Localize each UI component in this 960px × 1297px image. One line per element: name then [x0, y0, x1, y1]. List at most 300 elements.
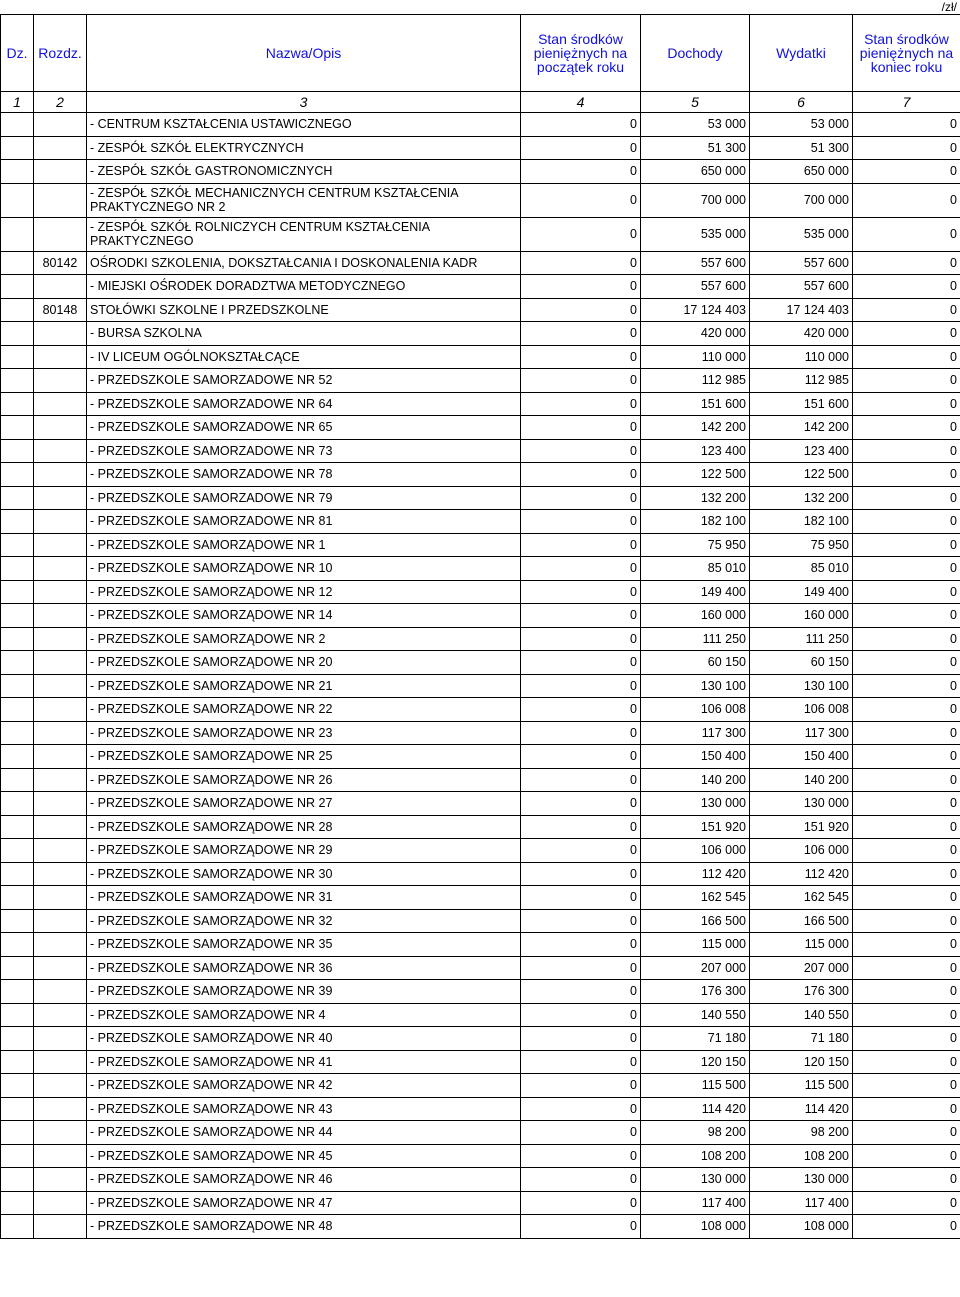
expenses-cell: 112 420 [750, 862, 853, 886]
expenses-cell: 140 200 [750, 768, 853, 792]
rozdz-cell [34, 956, 87, 980]
name-cell: - IV LICEUM OGÓLNOKSZTAŁCĄCE [87, 345, 521, 369]
start-balance-cell: 0 [521, 486, 641, 510]
table-row [1, 1027, 960, 1051]
name-cell: OŚRODKI SZKOLENIA, DOKSZTAŁCANIA I DOSKONALENIA KADR [87, 251, 521, 275]
rozdz-cell [34, 1027, 87, 1051]
start-balance-cell: 0 [521, 275, 641, 299]
rozdz-cell: 80148 [34, 298, 87, 322]
income-cell: 17 124 403 [641, 298, 750, 322]
column-number: 2 [34, 92, 87, 113]
end-balance-cell: 0 [853, 439, 960, 463]
income-cell: 112 985 [641, 369, 750, 393]
dz-cell [1, 1121, 34, 1145]
name-cell: - PRZEDSZKOLE SAMORZĄDOWE NR 26 [87, 768, 521, 792]
end-balance-cell: 0 [853, 322, 960, 346]
table-row [1, 792, 960, 816]
column-number-row [1, 92, 960, 113]
name-cell: - PRZEDSZKOLE SAMORZĄDOWE NR 40 [87, 1027, 521, 1051]
end-balance-cell: 0 [853, 510, 960, 534]
name-cell: - PRZEDSZKOLE SAMORZĄDOWE NR 30 [87, 862, 521, 886]
name-cell: - PRZEDSZKOLE SAMORZĄDOWE NR 35 [87, 933, 521, 957]
table-row [1, 698, 960, 722]
dz-cell [1, 698, 34, 722]
start-balance-cell: 0 [521, 580, 641, 604]
expenses-cell: 117 300 [750, 721, 853, 745]
rozdz-cell [34, 1144, 87, 1168]
rozdz-cell [34, 862, 87, 886]
dz-cell [1, 345, 34, 369]
income-cell: 207 000 [641, 956, 750, 980]
end-balance-cell: 0 [853, 533, 960, 557]
income-cell: 650 000 [641, 160, 750, 184]
start-balance-cell: 0 [521, 674, 641, 698]
dz-cell [1, 416, 34, 440]
name-cell: - PRZEDSZKOLE SAMORZĄDOWE NR 41 [87, 1050, 521, 1074]
column-number: 6 [750, 92, 853, 113]
name-cell: - BURSA SZKOLNA [87, 322, 521, 346]
table-row [1, 1168, 960, 1192]
income-cell: 130 100 [641, 674, 750, 698]
expenses-cell: 71 180 [750, 1027, 853, 1051]
income-cell: 75 950 [641, 533, 750, 557]
income-cell: 60 150 [641, 651, 750, 675]
rozdz-cell [34, 160, 87, 184]
table-row [1, 980, 960, 1004]
name-cell: - PRZEDSZKOLE SAMORZĄDOWE NR 47 [87, 1191, 521, 1215]
start-balance-cell: 0 [521, 721, 641, 745]
expenses-cell: 151 600 [750, 392, 853, 416]
end-balance-cell: 0 [853, 580, 960, 604]
name-cell: - ZESPÓŁ SZKÓŁ GASTRONOMICZNYCH [87, 160, 521, 184]
table-row [1, 217, 960, 251]
end-balance-cell: 0 [853, 933, 960, 957]
end-balance-cell: 0 [853, 721, 960, 745]
start-balance-cell: 0 [521, 416, 641, 440]
start-balance-cell: 0 [521, 933, 641, 957]
income-cell: 114 420 [641, 1097, 750, 1121]
name-cell: - PRZEDSZKOLE SAMORZĄDOWE NR 45 [87, 1144, 521, 1168]
dz-cell [1, 862, 34, 886]
expenses-cell: 123 400 [750, 439, 853, 463]
dz-cell [1, 113, 34, 137]
table-body [1, 113, 960, 1239]
rozdz-cell [34, 1074, 87, 1098]
table-row [1, 1074, 960, 1098]
table-row [1, 1121, 960, 1145]
name-cell: - ZESPÓŁ SZKÓŁ ELEKTRYCZNYCH [87, 136, 521, 160]
name-cell: - PRZEDSZKOLE SAMORZADOWE NR 73 [87, 439, 521, 463]
table-row [1, 275, 960, 299]
table-row [1, 1097, 960, 1121]
rozdz-cell [34, 113, 87, 137]
start-balance-cell: 0 [521, 980, 641, 1004]
expenses-cell: 120 150 [750, 1050, 853, 1074]
rozdz-cell [34, 792, 87, 816]
end-balance-cell: 0 [853, 298, 960, 322]
rozdz-cell [34, 745, 87, 769]
rozdz-cell [34, 136, 87, 160]
end-balance-cell: 0 [853, 909, 960, 933]
end-balance-cell: 0 [853, 251, 960, 275]
income-cell: 132 200 [641, 486, 750, 510]
name-cell: - PRZEDSZKOLE SAMORZĄDOWE NR 43 [87, 1097, 521, 1121]
table-row [1, 251, 960, 275]
table-row [1, 557, 960, 581]
rozdz-cell [34, 698, 87, 722]
start-balance-cell: 0 [521, 1215, 641, 1239]
expenses-cell: 51 300 [750, 136, 853, 160]
dz-cell [1, 815, 34, 839]
table-row [1, 627, 960, 651]
rozdz-cell [34, 1191, 87, 1215]
rozdz-cell [34, 1003, 87, 1027]
end-balance-cell: 0 [853, 1027, 960, 1051]
start-balance-cell: 0 [521, 217, 641, 251]
column-number: 7 [853, 92, 960, 113]
expenses-cell: 60 150 [750, 651, 853, 675]
rozdz-cell [34, 392, 87, 416]
income-cell: 106 008 [641, 698, 750, 722]
end-balance-cell: 0 [853, 1168, 960, 1192]
dz-cell [1, 275, 34, 299]
income-cell: 120 150 [641, 1050, 750, 1074]
name-cell: - ZESPÓŁ SZKÓŁ ROLNICZYCH CENTRUM KSZTAŁCENIA PRAKTYCZNEGO [87, 217, 521, 251]
table-row [1, 510, 960, 534]
rozdz-cell [34, 933, 87, 957]
name-cell: - PRZEDSZKOLE SAMORZĄDOWE NR 10 [87, 557, 521, 581]
dz-cell [1, 792, 34, 816]
table-row [1, 298, 960, 322]
start-balance-cell: 0 [521, 1003, 641, 1027]
unit-label: /zł/ [941, 0, 957, 14]
end-balance-cell: 0 [853, 886, 960, 910]
table-row [1, 886, 960, 910]
start-balance-cell: 0 [521, 1191, 641, 1215]
income-cell: 151 600 [641, 392, 750, 416]
table-row [1, 1050, 960, 1074]
dz-cell [1, 217, 34, 251]
start-balance-cell: 0 [521, 909, 641, 933]
expenses-cell: 130 000 [750, 1168, 853, 1192]
start-balance-cell: 0 [521, 557, 641, 581]
start-balance-cell: 0 [521, 1027, 641, 1051]
rozdz-cell [34, 557, 87, 581]
name-cell: - PRZEDSZKOLE SAMORZĄDOWE NR 36 [87, 956, 521, 980]
expenses-cell: 207 000 [750, 956, 853, 980]
start-balance-cell: 0 [521, 510, 641, 534]
end-balance-cell: 0 [853, 627, 960, 651]
income-cell: 112 420 [641, 862, 750, 886]
start-balance-cell: 0 [521, 345, 641, 369]
start-balance-cell: 0 [521, 956, 641, 980]
name-cell: - PRZEDSZKOLE SAMORZĄDOWE NR 4 [87, 1003, 521, 1027]
name-cell: - PRZEDSZKOLE SAMORZĄDOWE NR 12 [87, 580, 521, 604]
expenses-cell: 17 124 403 [750, 298, 853, 322]
name-cell: - PRZEDSZKOLE SAMORZĄDOWE NR 21 [87, 674, 521, 698]
dz-cell [1, 956, 34, 980]
end-balance-cell: 0 [853, 1097, 960, 1121]
rozdz-cell [34, 604, 87, 628]
income-cell: 111 250 [641, 627, 750, 651]
end-balance-cell: 0 [853, 1074, 960, 1098]
income-cell: 106 000 [641, 839, 750, 863]
income-cell: 535 000 [641, 217, 750, 251]
name-cell: - PRZEDSZKOLE SAMORZADOWE NR 52 [87, 369, 521, 393]
end-balance-cell: 0 [853, 160, 960, 184]
dz-cell [1, 1050, 34, 1074]
income-cell: 140 550 [641, 1003, 750, 1027]
income-cell: 182 100 [641, 510, 750, 534]
start-balance-cell: 0 [521, 604, 641, 628]
rozdz-cell [34, 580, 87, 604]
rozdz-cell [34, 486, 87, 510]
start-balance-cell: 0 [521, 651, 641, 675]
start-balance-cell: 0 [521, 886, 641, 910]
expenses-cell: 166 500 [750, 909, 853, 933]
expenses-cell: 420 000 [750, 322, 853, 346]
table-row [1, 322, 960, 346]
income-cell: 98 200 [641, 1121, 750, 1145]
end-balance-cell: 0 [853, 1050, 960, 1074]
start-balance-cell: 0 [521, 439, 641, 463]
name-cell: - PRZEDSZKOLE SAMORZĄDOWE NR 48 [87, 1215, 521, 1239]
name-cell: - PRZEDSZKOLE SAMORZĄDOWE NR 28 [87, 815, 521, 839]
income-cell: 162 545 [641, 886, 750, 910]
table-row [1, 113, 960, 137]
rozdz-cell [34, 463, 87, 487]
end-balance-cell: 0 [853, 217, 960, 251]
rozdz-cell: 80142 [34, 251, 87, 275]
dz-cell [1, 627, 34, 651]
start-balance-cell: 0 [521, 463, 641, 487]
table-row [1, 815, 960, 839]
start-balance-cell: 0 [521, 815, 641, 839]
end-balance-cell: 0 [853, 980, 960, 1004]
rozdz-cell [34, 1050, 87, 1074]
start-balance-cell: 0 [521, 698, 641, 722]
rozdz-cell [34, 275, 87, 299]
start-balance-cell: 0 [521, 183, 641, 217]
name-cell: - ZESPÓŁ SZKÓŁ MECHANICZNYCH CENTRUM KSZTAŁCENIA PRAKTYCZNEGO NR 2 [87, 183, 521, 217]
dz-cell [1, 486, 34, 510]
rozdz-cell [34, 1168, 87, 1192]
dz-cell [1, 839, 34, 863]
start-balance-cell: 0 [521, 322, 641, 346]
end-balance-cell: 0 [853, 815, 960, 839]
dz-cell [1, 463, 34, 487]
name-cell: - PRZEDSZKOLE SAMORZĄDOWE NR 20 [87, 651, 521, 675]
dz-cell [1, 557, 34, 581]
header-row [1, 15, 960, 92]
income-cell: 142 200 [641, 416, 750, 440]
expenses-cell: 557 600 [750, 251, 853, 275]
table-row [1, 909, 960, 933]
dz-cell [1, 136, 34, 160]
table-row [1, 651, 960, 675]
start-balance-cell: 0 [521, 862, 641, 886]
table-row [1, 956, 960, 980]
rozdz-cell [34, 886, 87, 910]
expenses-cell: 111 250 [750, 627, 853, 651]
name-cell: - PRZEDSZKOLE SAMORZĄDOWE NR 39 [87, 980, 521, 1004]
dz-cell [1, 533, 34, 557]
rozdz-cell [34, 721, 87, 745]
dz-cell [1, 1074, 34, 1098]
expenses-cell: 112 985 [750, 369, 853, 393]
table-row [1, 1003, 960, 1027]
name-cell: - PRZEDSZKOLE SAMORZĄDOWE NR 31 [87, 886, 521, 910]
end-balance-cell: 0 [853, 486, 960, 510]
end-balance-cell: 0 [853, 604, 960, 628]
income-cell: 85 010 [641, 557, 750, 581]
dz-cell [1, 1215, 34, 1239]
dz-cell [1, 886, 34, 910]
income-cell: 51 300 [641, 136, 750, 160]
rozdz-cell [34, 1215, 87, 1239]
dz-cell [1, 980, 34, 1004]
header-name: Nazwa/Opis [87, 15, 521, 92]
table-row [1, 745, 960, 769]
end-balance-cell: 0 [853, 113, 960, 137]
expenses-cell: 117 400 [750, 1191, 853, 1215]
income-cell: 160 000 [641, 604, 750, 628]
header-start-balance: Stan środków pieniężnych na początek roku [521, 15, 641, 92]
name-cell: - PRZEDSZKOLE SAMORZADOWE NR 78 [87, 463, 521, 487]
rozdz-cell [34, 674, 87, 698]
header-income: Dochody [641, 15, 750, 92]
name-cell: - CENTRUM KSZTAŁCENIA USTAWICZNEGO [87, 113, 521, 137]
header-expenses: Wydatki [750, 15, 853, 92]
column-number: 4 [521, 92, 641, 113]
name-cell: - PRZEDSZKOLE SAMORZĄDOWE NR 27 [87, 792, 521, 816]
table-row [1, 604, 960, 628]
start-balance-cell: 0 [521, 1144, 641, 1168]
rozdz-cell [34, 217, 87, 251]
income-cell: 140 200 [641, 768, 750, 792]
table-row [1, 439, 960, 463]
name-cell: - PRZEDSZKOLE SAMORZĄDOWE NR 22 [87, 698, 521, 722]
rozdz-cell [34, 909, 87, 933]
dz-cell [1, 909, 34, 933]
expenses-cell: 106 008 [750, 698, 853, 722]
name-cell: STOŁÓWKI SZKOLNE I PRZEDSZKOLNE [87, 298, 521, 322]
name-cell: - PRZEDSZKOLE SAMORZADOWE NR 64 [87, 392, 521, 416]
end-balance-cell: 0 [853, 792, 960, 816]
name-cell: - MIEJSKI OŚRODEK DORADZTWA METODYCZNEGO [87, 275, 521, 299]
rozdz-cell [34, 1097, 87, 1121]
table-row [1, 160, 960, 184]
end-balance-cell: 0 [853, 345, 960, 369]
start-balance-cell: 0 [521, 160, 641, 184]
income-cell: 123 400 [641, 439, 750, 463]
rozdz-cell [34, 815, 87, 839]
rozdz-cell [34, 651, 87, 675]
income-cell: 117 400 [641, 1191, 750, 1215]
expenses-cell: 149 400 [750, 580, 853, 604]
income-cell: 420 000 [641, 322, 750, 346]
rozdz-cell [34, 416, 87, 440]
income-cell: 122 500 [641, 463, 750, 487]
dz-cell [1, 1097, 34, 1121]
end-balance-cell: 0 [853, 1191, 960, 1215]
dz-cell [1, 392, 34, 416]
start-balance-cell: 0 [521, 745, 641, 769]
end-balance-cell: 0 [853, 275, 960, 299]
table-row [1, 183, 960, 217]
expenses-cell: 122 500 [750, 463, 853, 487]
name-cell: - PRZEDSZKOLE SAMORZĄDOWE NR 29 [87, 839, 521, 863]
dz-cell [1, 674, 34, 698]
table-row [1, 721, 960, 745]
dz-cell [1, 183, 34, 217]
end-balance-cell: 0 [853, 557, 960, 581]
name-cell: - PRZEDSZKOLE SAMORZADOWE NR 65 [87, 416, 521, 440]
dz-cell [1, 604, 34, 628]
expenses-cell: 53 000 [750, 113, 853, 137]
expenses-cell: 150 400 [750, 745, 853, 769]
dz-cell [1, 439, 34, 463]
expenses-cell: 108 000 [750, 1215, 853, 1239]
dz-cell [1, 1191, 34, 1215]
table-row [1, 486, 960, 510]
expenses-cell: 176 300 [750, 980, 853, 1004]
income-cell: 150 400 [641, 745, 750, 769]
dz-cell [1, 651, 34, 675]
income-cell: 557 600 [641, 275, 750, 299]
income-cell: 115 500 [641, 1074, 750, 1098]
dz-cell [1, 160, 34, 184]
income-cell: 115 000 [641, 933, 750, 957]
start-balance-cell: 0 [521, 1097, 641, 1121]
table-row [1, 416, 960, 440]
income-cell: 149 400 [641, 580, 750, 604]
start-balance-cell: 0 [521, 136, 641, 160]
start-balance-cell: 0 [521, 1074, 641, 1098]
table-row [1, 136, 960, 160]
expenses-cell: 557 600 [750, 275, 853, 299]
name-cell: - PRZEDSZKOLE SAMORZADOWE NR 81 [87, 510, 521, 534]
table-row [1, 533, 960, 557]
expenses-cell: 115 500 [750, 1074, 853, 1098]
name-cell: - PRZEDSZKOLE SAMORZĄDOWE NR 23 [87, 721, 521, 745]
rozdz-cell [34, 1121, 87, 1145]
end-balance-cell: 0 [853, 183, 960, 217]
expenses-cell: 130 000 [750, 792, 853, 816]
expenses-cell: 85 010 [750, 557, 853, 581]
end-balance-cell: 0 [853, 839, 960, 863]
header-rozdz: Rozdz. [34, 15, 87, 92]
dz-cell [1, 369, 34, 393]
end-balance-cell: 0 [853, 1003, 960, 1027]
income-cell: 110 000 [641, 345, 750, 369]
end-balance-cell: 0 [853, 1215, 960, 1239]
name-cell: - PRZEDSZKOLE SAMORZĄDOWE NR 44 [87, 1121, 521, 1145]
name-cell: - PRZEDSZKOLE SAMORZĄDOWE NR 32 [87, 909, 521, 933]
end-balance-cell: 0 [853, 698, 960, 722]
start-balance-cell: 0 [521, 839, 641, 863]
income-cell: 108 000 [641, 1215, 750, 1239]
name-cell: - PRZEDSZKOLE SAMORZĄDOWE NR 1 [87, 533, 521, 557]
table-row [1, 1215, 960, 1239]
end-balance-cell: 0 [853, 1144, 960, 1168]
rozdz-cell [34, 980, 87, 1004]
table-row [1, 1191, 960, 1215]
start-balance-cell: 0 [521, 298, 641, 322]
name-cell: - PRZEDSZKOLE SAMORZĄDOWE NR 42 [87, 1074, 521, 1098]
dz-cell [1, 768, 34, 792]
start-balance-cell: 0 [521, 392, 641, 416]
